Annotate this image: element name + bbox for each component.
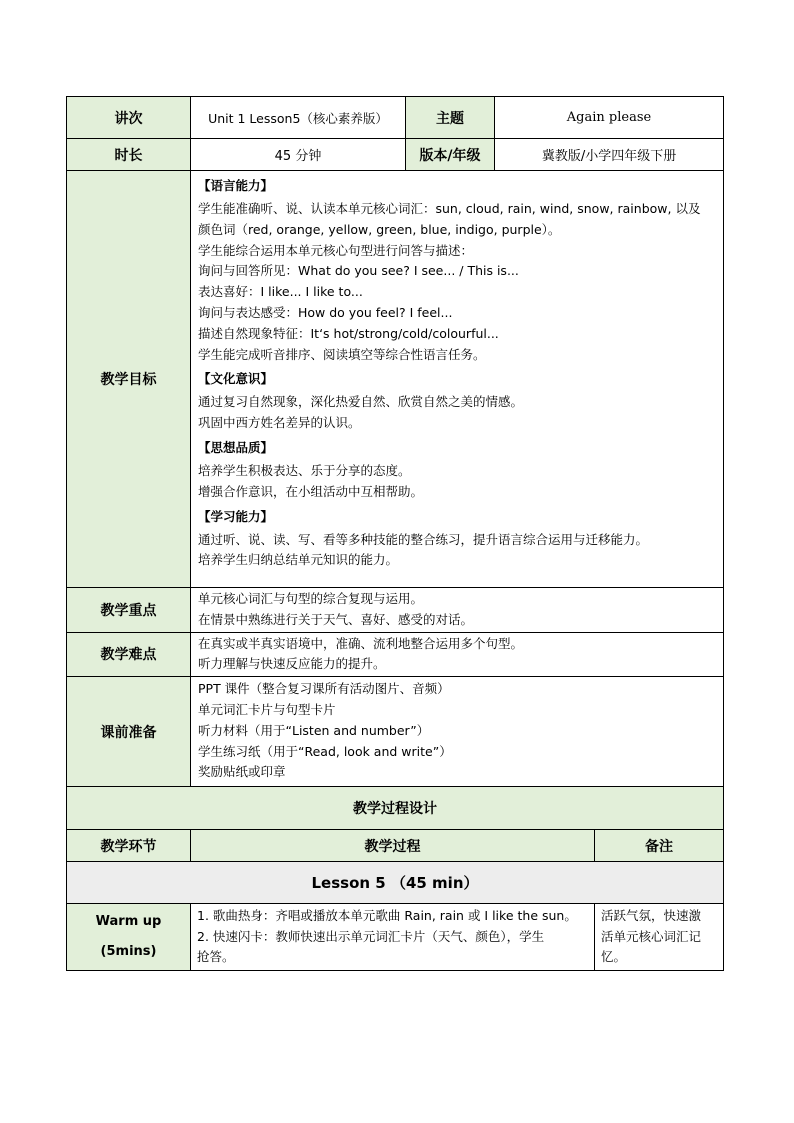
lang-line: 学生能完成听音排序、阅读填空等综合性语言任务。 bbox=[198, 346, 486, 362]
lang-line: 表达喜好：I like... I like to... bbox=[198, 284, 363, 300]
edition-value: 冀教版/小学四年级下册 bbox=[495, 139, 724, 171]
difficulty-line: 听力理解与快速反应能力的提升。 bbox=[198, 656, 386, 672]
header-row-2 bbox=[67, 139, 724, 171]
warmup-note-line: 活单元核心词汇记 bbox=[601, 928, 702, 944]
warmup-stage-name: Warm up bbox=[95, 913, 162, 929]
duration-value: 45 分钟 bbox=[191, 139, 406, 171]
lang-line: 询问与回答所见：What do you see? I see... / This is... bbox=[198, 263, 519, 279]
warmup-stage-duration: (5mins) bbox=[100, 943, 157, 959]
prep-label: 课前准备 bbox=[67, 677, 191, 787]
label-lecture: 讲次 bbox=[67, 97, 191, 139]
learning-line: 通过听、说、读、写、看等多种技能的整合练习，提升语言综合运用与迁移能力。 bbox=[198, 531, 649, 547]
warmup-row bbox=[67, 904, 724, 971]
prep-line: 听力材料（用于“Listen and number”） bbox=[198, 722, 430, 738]
warmup-process-line: 抢答。 bbox=[197, 949, 235, 965]
warmup-note-line: 活跃气氛，快速激 bbox=[601, 908, 702, 924]
lesson-plan-sheet bbox=[66, 96, 723, 971]
lang-line: 询问与表达感受：How do you feel? I feel... bbox=[198, 304, 453, 320]
difficulties-row bbox=[67, 632, 724, 677]
warmup-stage bbox=[67, 904, 191, 971]
lang-line: 颜色词（red, orange, yellow, green, blue, indigo, purple）。 bbox=[198, 221, 561, 237]
header-row-1 bbox=[67, 97, 724, 139]
lang-line: 学生能准确听、说、认读本单元核心词汇：sun, cloud, rain, wind, snow, rainbow, 以及 bbox=[198, 201, 701, 216]
topic-value: Again please bbox=[495, 97, 724, 139]
warmup-notes bbox=[595, 904, 724, 971]
process-banner: 教学过程设计 bbox=[67, 787, 724, 830]
col-stage-header: 教学环节 bbox=[67, 830, 191, 862]
key-point-line: 单元核心词汇与句型的综合复现与运用。 bbox=[198, 591, 424, 606]
thinking-line: 增强合作意识，在小组活动中互相帮助。 bbox=[198, 483, 424, 499]
objectives-label: 教学目标 bbox=[67, 171, 191, 588]
warmup-process bbox=[191, 904, 595, 971]
col-notes-header: 备注 bbox=[595, 830, 724, 862]
prep-content bbox=[191, 677, 724, 787]
lesson-plan-table bbox=[66, 96, 724, 971]
difficulty-line: 在真实或半真实语境中，准确、流利地整合运用多个句型。 bbox=[198, 635, 524, 651]
section-language-heading: 【语言能力】 bbox=[198, 178, 274, 193]
key-points-label: 教学重点 bbox=[67, 588, 191, 633]
key-points-row bbox=[67, 588, 724, 633]
process-header-row bbox=[67, 830, 724, 862]
objectives-content bbox=[191, 171, 724, 588]
label-topic: 主题 bbox=[406, 97, 495, 139]
lang-line: 学生能综合运用本单元核心句型进行问答与描述： bbox=[198, 242, 474, 258]
culture-line: 巩固中西方姓名差异的认识。 bbox=[198, 415, 361, 431]
prep-line: 单元词汇卡片与句型卡片 bbox=[198, 701, 336, 717]
section-thinking-heading: 【思想品质】 bbox=[198, 439, 274, 455]
process-banner-row bbox=[67, 787, 724, 830]
section-learning-heading: 【学习能力】 bbox=[198, 508, 274, 524]
prep-line: PPT 课件（整合复习课所有活动图片、音频） bbox=[198, 681, 450, 697]
lesson-title-row bbox=[67, 862, 724, 904]
warmup-process-line: 2. 快速闪卡：教师快速出示单元词汇卡片（天气、颜色），学生 bbox=[197, 928, 545, 944]
warmup-process-line: 1. 歌曲热身：齐唱或播放本单元歌曲 Rain, rain 或 I like the sun。 bbox=[197, 908, 577, 924]
objectives-row bbox=[67, 171, 724, 588]
lang-line: 描述自然现象特征：It‘s hot/strong/cold/colourful... bbox=[198, 325, 499, 341]
warmup-note-line: 忆。 bbox=[601, 949, 627, 965]
learning-line: 培养学生归纳总结单元知识的能力。 bbox=[198, 552, 399, 568]
section-culture-heading: 【文化意识】 bbox=[198, 371, 274, 387]
lecture-value: Unit 1 Lesson5（核心素养版） bbox=[191, 97, 406, 139]
prep-row bbox=[67, 677, 724, 787]
culture-line: 通过复习自然现象，深化热爱自然、欣赏自然之美的情感。 bbox=[198, 394, 524, 410]
lesson-title: Lesson 5 （45 min） bbox=[67, 862, 724, 904]
label-edition: 版本/年级 bbox=[406, 139, 495, 171]
key-points-content bbox=[191, 588, 724, 633]
difficulties-label: 教学难点 bbox=[67, 632, 191, 677]
col-process-header: 教学过程 bbox=[191, 830, 595, 862]
prep-line: 奖励贴纸或印章 bbox=[198, 764, 286, 780]
difficulties-content bbox=[191, 632, 724, 677]
prep-line: 学生练习纸（用于“Read, look and write”） bbox=[198, 743, 452, 759]
thinking-line: 培养学生积极表达、乐于分享的态度。 bbox=[198, 462, 411, 478]
label-duration: 时长 bbox=[67, 139, 191, 171]
key-point-line: 在情景中熟练进行关于天气、喜好、感受的对话。 bbox=[198, 611, 474, 627]
